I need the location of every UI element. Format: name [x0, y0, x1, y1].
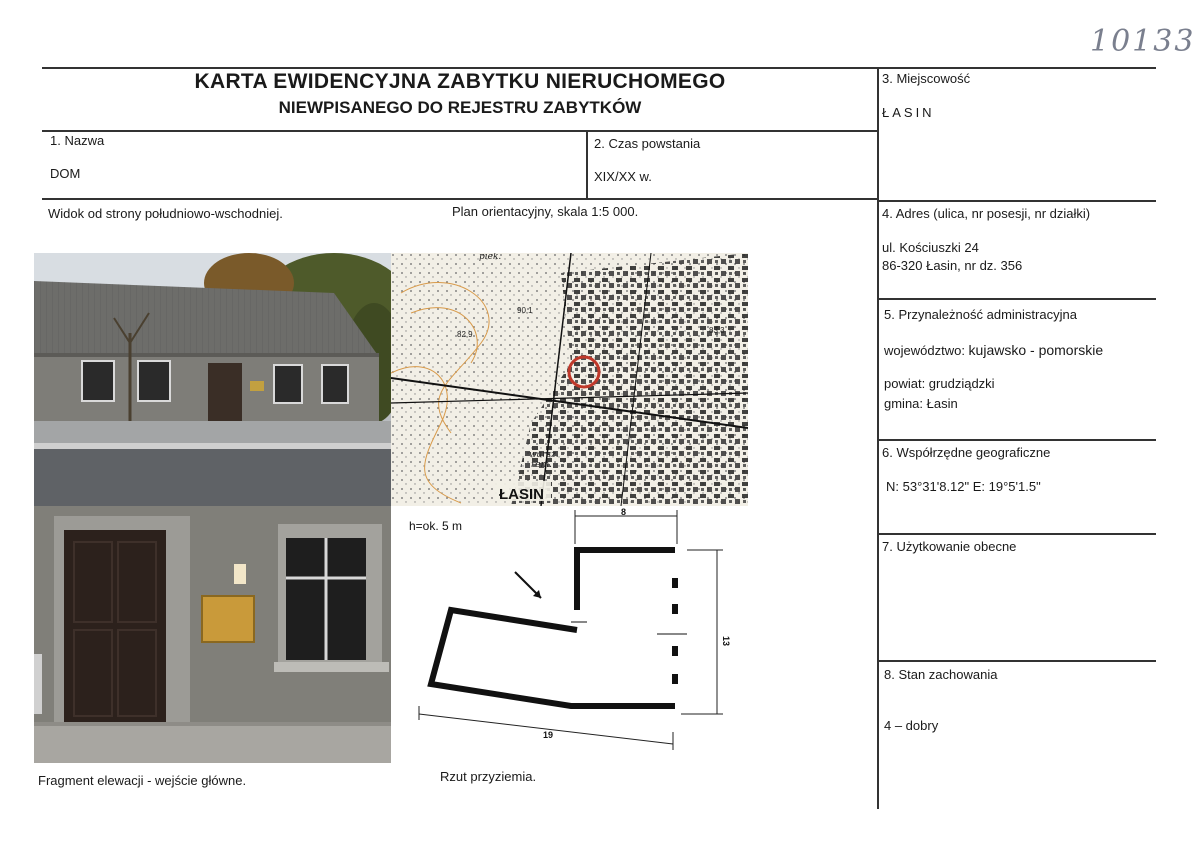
rule-r3: [877, 439, 1156, 441]
plan-caption: Plan orientacyjny, skala 1:5 000.: [452, 204, 639, 219]
name-row-bottom-rule: [42, 198, 878, 200]
name-period-divider: [586, 130, 588, 200]
place-label: 3. Miejscowość: [882, 71, 971, 86]
entrance-fragment-photo: [34, 506, 391, 763]
top-rule: [42, 67, 1156, 69]
name-value: DOM: [50, 166, 81, 181]
map-label-elev3: 83,3: [709, 326, 725, 335]
name-label: 1. Nazwa: [50, 133, 105, 148]
rule-r2: [877, 298, 1156, 300]
floor-plan-height-note: h=ok. 5 m: [409, 519, 463, 533]
coords-label: 6. Współrzędne geograficzne: [882, 445, 1051, 460]
condition-value: 4 – dobry: [884, 718, 939, 733]
view-caption: Widok od strony południowo-wschodniej.: [48, 206, 283, 221]
map-label-elev1: 90,1: [517, 306, 533, 315]
address-line1: ul. Kościuszki 24: [882, 240, 979, 255]
title-bottom-rule: [42, 130, 878, 132]
inventory-number: 10133: [1090, 24, 1196, 59]
map-label-elev2: 82,9: [457, 330, 473, 339]
floor-caption: Rzut przyziemia.: [440, 769, 537, 784]
period-label: 2. Czas powstania: [594, 136, 701, 151]
card-title: KARTA EWIDENCYJNA ZABYTKU NIERUCHOMEGO: [194, 70, 726, 93]
admin-voivodeship-value: kujawsko - pomorskie: [968, 342, 1104, 358]
use-label: 7. Użytkowanie obecne: [882, 539, 1017, 554]
floor-plan-dim-bottom: 19: [543, 730, 554, 740]
period-value: XIX/XX w.: [594, 169, 652, 184]
coords-value: N: 53°31'8.12" E: 19°5'1.5": [886, 479, 1041, 494]
rule-r4: [877, 533, 1156, 535]
address-line2: 86-320 Łasin, nr dz. 356: [882, 258, 1023, 273]
map-label-town: ŁASIN: [499, 486, 544, 503]
orientation-map: [391, 253, 748, 506]
address-label: 4. Adres (ulica, nr posesji, nr działki): [882, 206, 1091, 221]
floor-plan-dim-side: 13: [721, 636, 731, 647]
map-label-piek: piek.: [479, 253, 502, 262]
place-value: ŁASIN: [882, 105, 935, 120]
floor-plan-dim-top: 8: [621, 507, 627, 517]
fragment-caption: Fragment elewacji - wejście główne.: [38, 773, 247, 788]
card-subtitle: NIEWPISANEGO DO REJESTRU ZABYTKÓW: [278, 98, 642, 117]
admin-label: 5. Przynależność administracyjna: [884, 307, 1077, 322]
admin-county: powiat: grudziądzki: [884, 376, 995, 391]
admin-voivodeship-prefix: województwo:: [884, 343, 969, 358]
building-view-photo: [34, 253, 391, 506]
condition-label: 8. Stan zachowania: [884, 667, 998, 682]
map-label-warsz: warsz.: [529, 450, 559, 460]
rule-r1: [877, 200, 1156, 202]
floor-plan: [391, 506, 748, 763]
right-column-divider: [877, 67, 879, 809]
map-label-rem: rem.: [531, 460, 553, 470]
rule-r5: [877, 660, 1156, 662]
admin-voivodeship: [884, 342, 1103, 358]
admin-commune: gmina: Łasin: [884, 396, 958, 411]
